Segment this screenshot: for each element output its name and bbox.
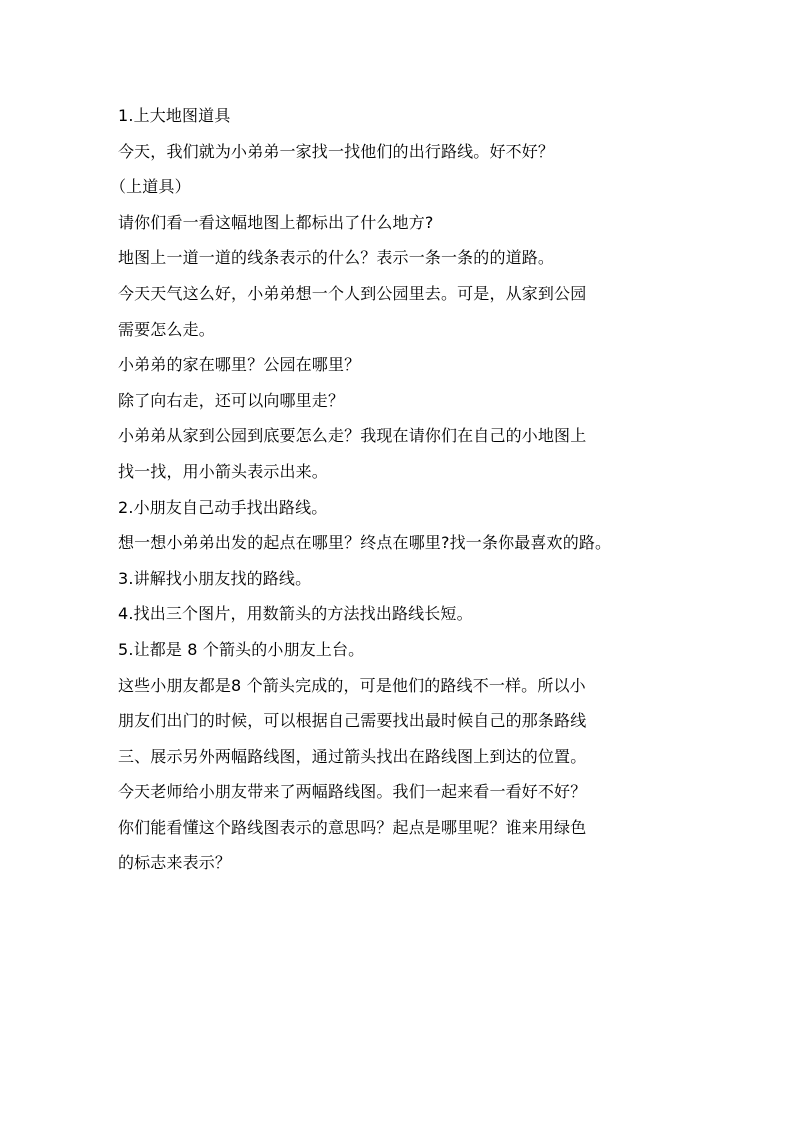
heading-step-5: 5.让都是 8 个箭头的小朋友上台。 (118, 639, 365, 659)
paragraph-line: 小弟弟的家在哪里？公园在哪里？ (118, 355, 361, 375)
section-heading: 三、展示另外两幅路线图，通过箭头找出在路线图上到达的位置。 (118, 746, 587, 766)
paragraph-line: 地图上一道一道的线条表示的什么？表示一条一条的的道路。 (118, 248, 555, 268)
paragraph-line: 小弟弟从家到公园到底要怎么走？我现在请你们在自己的小地图上 (118, 426, 587, 446)
paragraph-line: 找一找，用小箭头表示出来。 (118, 461, 328, 481)
paragraph-line: 朋友们出门的时候，可以根据自己需要找出最时候自己的那条路线 (118, 711, 587, 731)
paragraph-line: 今天天气这么好，小弟弟想一个人到公园里去。可是，从家到公园 (118, 283, 587, 303)
paragraph-line: 今天，我们就为小弟弟一家找一找他们的出行路线。好不好？ (118, 141, 555, 161)
document-body (110, 98, 718, 881)
paragraph-line: 今天老师给小朋友带来了两幅路线图。我们一起来看一看好不好？ (118, 782, 587, 802)
paragraph-line: 想一想小弟弟出发的起点在哪里？终点在哪里?找一条你最喜欢的路。 (118, 533, 612, 553)
paragraph-line: 除了向右走，还可以向哪里走？ (118, 390, 345, 410)
paragraph-line: 你们能看懂这个路线图表示的意思吗？起点是哪里呢？谁来用绿色 (118, 817, 587, 837)
heading-step-3: 3.讲解找小朋友找的路线。 (118, 568, 312, 588)
paragraph-line: 这些小朋友都是8 个箭头完成的，可是他们的路线不一样。所以小 (118, 675, 586, 695)
heading-step-1: 1.上大地图道具 (118, 106, 231, 125)
stage-direction: （上道具） (110, 177, 191, 197)
heading-step-2: 2.小朋友自己动手找出路线。 (118, 497, 328, 517)
paragraph-line: 请你们看一看这幅地图上都标出了什么地方? (118, 212, 434, 232)
heading-step-4: 4.找出三个图片，用数箭头的方法找出路线长短。 (118, 604, 473, 624)
paragraph-line: 的标志来表示？ (118, 853, 232, 873)
paragraph-line: 需要怎么走。 (118, 319, 215, 339)
